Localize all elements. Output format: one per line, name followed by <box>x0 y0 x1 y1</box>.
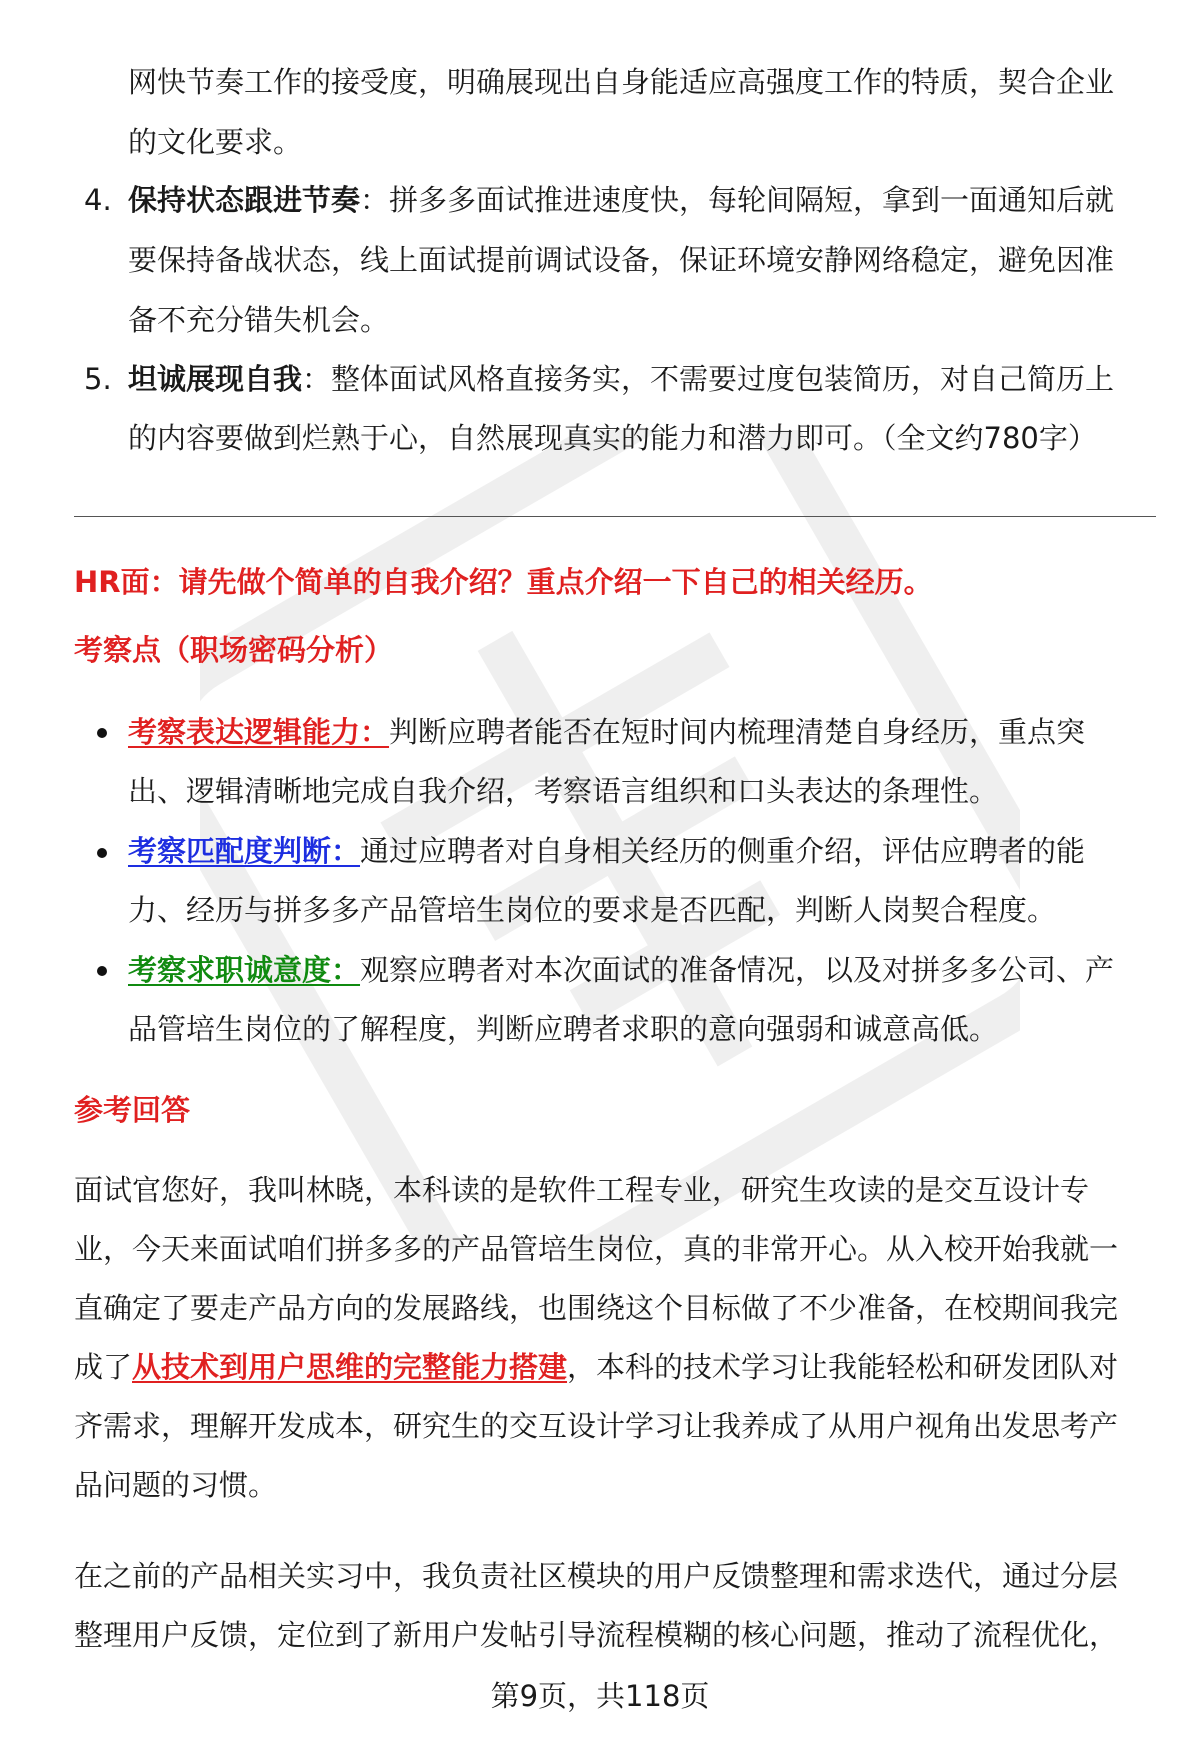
list-item-5-line-2: 的内容要做到烂熟于心，自然展现真实的能力和潜力即可。（全文约780字） <box>128 421 1097 455</box>
list-item-3-line-2: 的文化要求。 <box>128 125 303 159</box>
focus-point-3-keyword: 考察求职诚意度： <box>128 953 361 987</box>
list-item-4-line-1 <box>128 180 1114 220</box>
focus-point-2-text: 通过应聘者对自身相关经历的侧重介绍，评估应聘者的能 <box>360 834 1086 868</box>
answer-heading: 参考回答 <box>74 1093 191 1127</box>
bullet-dot <box>97 848 107 858</box>
list-item-4-number: 4. <box>84 183 112 217</box>
focus-point-1-line-2: 出、逻辑清晰地完成自我介绍，考察语言组织和口头表达的条理性。 <box>128 774 999 808</box>
list-item-5-colon: ： <box>302 362 332 396</box>
answer-p2-line-2: 整理用户反馈，定位到了新用户发帖引导流程模糊的核心问题，推动了流程优化， <box>74 1618 1119 1652</box>
focus-point-1-text: 判断应聘者能否在短时间内梳理清楚自身经历，重点突 <box>389 715 1086 749</box>
focus-heading: 考察点（职场密码分析） <box>74 633 394 667</box>
answer-p1-line-4-pre: 成了 <box>74 1350 133 1384</box>
page-number-footer: 第9页，共118页 <box>490 1679 710 1713</box>
answer-p1-line-5: 齐需求，理解开发成本，研究生的交互设计学习让我养成了从用户视角出发思考产 <box>74 1409 1119 1443</box>
list-item-4-line-3: 备不充分错失机会。 <box>128 303 390 337</box>
list-item-4-colon: ： <box>360 183 390 217</box>
focus-point-2-keyword: 考察匹配度判断： <box>128 834 361 868</box>
answer-p1-line-2: 业，今天来面试咱们拼多多的产品管培生岗位，真的非常开心。从入校开始我就一 <box>74 1232 1119 1266</box>
answer-p1-line-3: 直确定了要走产品方向的发展路线，也围绕这个目标做了不少准备，在校期间我完 <box>74 1291 1119 1325</box>
list-item-4-title: 保持状态跟进节奏 <box>128 183 361 217</box>
list-item-5-text: 整体面试风格直接务实，不需要过度包装简历，对自己简历上 <box>331 362 1115 396</box>
section-divider <box>74 516 1156 517</box>
bullet-dot <box>97 728 107 738</box>
answer-p2-line-1: 在之前的产品相关实习中，我负责社区模块的用户反馈整理和需求迭代，通过分层 <box>74 1559 1119 1593</box>
answer-p1-line-1: 面试官您好，我叫林晓，本科读的是软件工程专业，研究生攻读的是交互设计专 <box>74 1173 1090 1207</box>
answer-p1-line-4 <box>74 1347 1118 1387</box>
focus-point-3-text: 观察应聘者对本次面试的准备情况，以及对拼多多公司、产 <box>360 953 1115 987</box>
list-item-3-line-1: 网快节奏工作的接受度，明确展现出自身能适应高强度工作的特质，契合企业 <box>128 65 1115 99</box>
focus-point-1-keyword: 考察表达逻辑能力： <box>128 715 390 749</box>
answer-highlight: 从技术到用户思维的完整能力搭建 <box>132 1350 568 1384</box>
list-item-4-line-2: 要保持备战状态，线上面试提前调试设备，保证环境安静网络稳定，避免因准 <box>128 243 1115 277</box>
focus-point-3-line-2: 品管培生岗位的了解程度，判断应聘者求职的意向强弱和诚意高低。 <box>128 1012 999 1046</box>
list-item-5-title: 坦诚展现自我 <box>128 362 303 396</box>
list-item-5-number: 5. <box>84 362 112 396</box>
answer-p1-line-4-post: ，本科的技术学习让我能轻松和研发团队对 <box>567 1350 1119 1384</box>
focus-point-1-line-1 <box>128 712 1085 752</box>
list-item-5-line-1 <box>128 359 1114 399</box>
bullet-dot <box>97 966 107 976</box>
answer-p1-line-6: 品问题的习惯。 <box>74 1468 278 1502</box>
list-item-4-text: 拼多多面试推进速度快，每轮间隔短，拿到一面通知后就 <box>389 183 1115 217</box>
focus-point-3-line-1 <box>128 950 1114 990</box>
focus-point-2-line-2: 力、经历与拼多多产品管培生岗位的要求是否匹配，判断人岗契合程度。 <box>128 893 1057 927</box>
focus-point-2-line-1 <box>128 831 1085 871</box>
question-heading: HR面：请先做个简单的自我介绍？重点介绍一下自己的相关经历。 <box>74 565 933 599</box>
